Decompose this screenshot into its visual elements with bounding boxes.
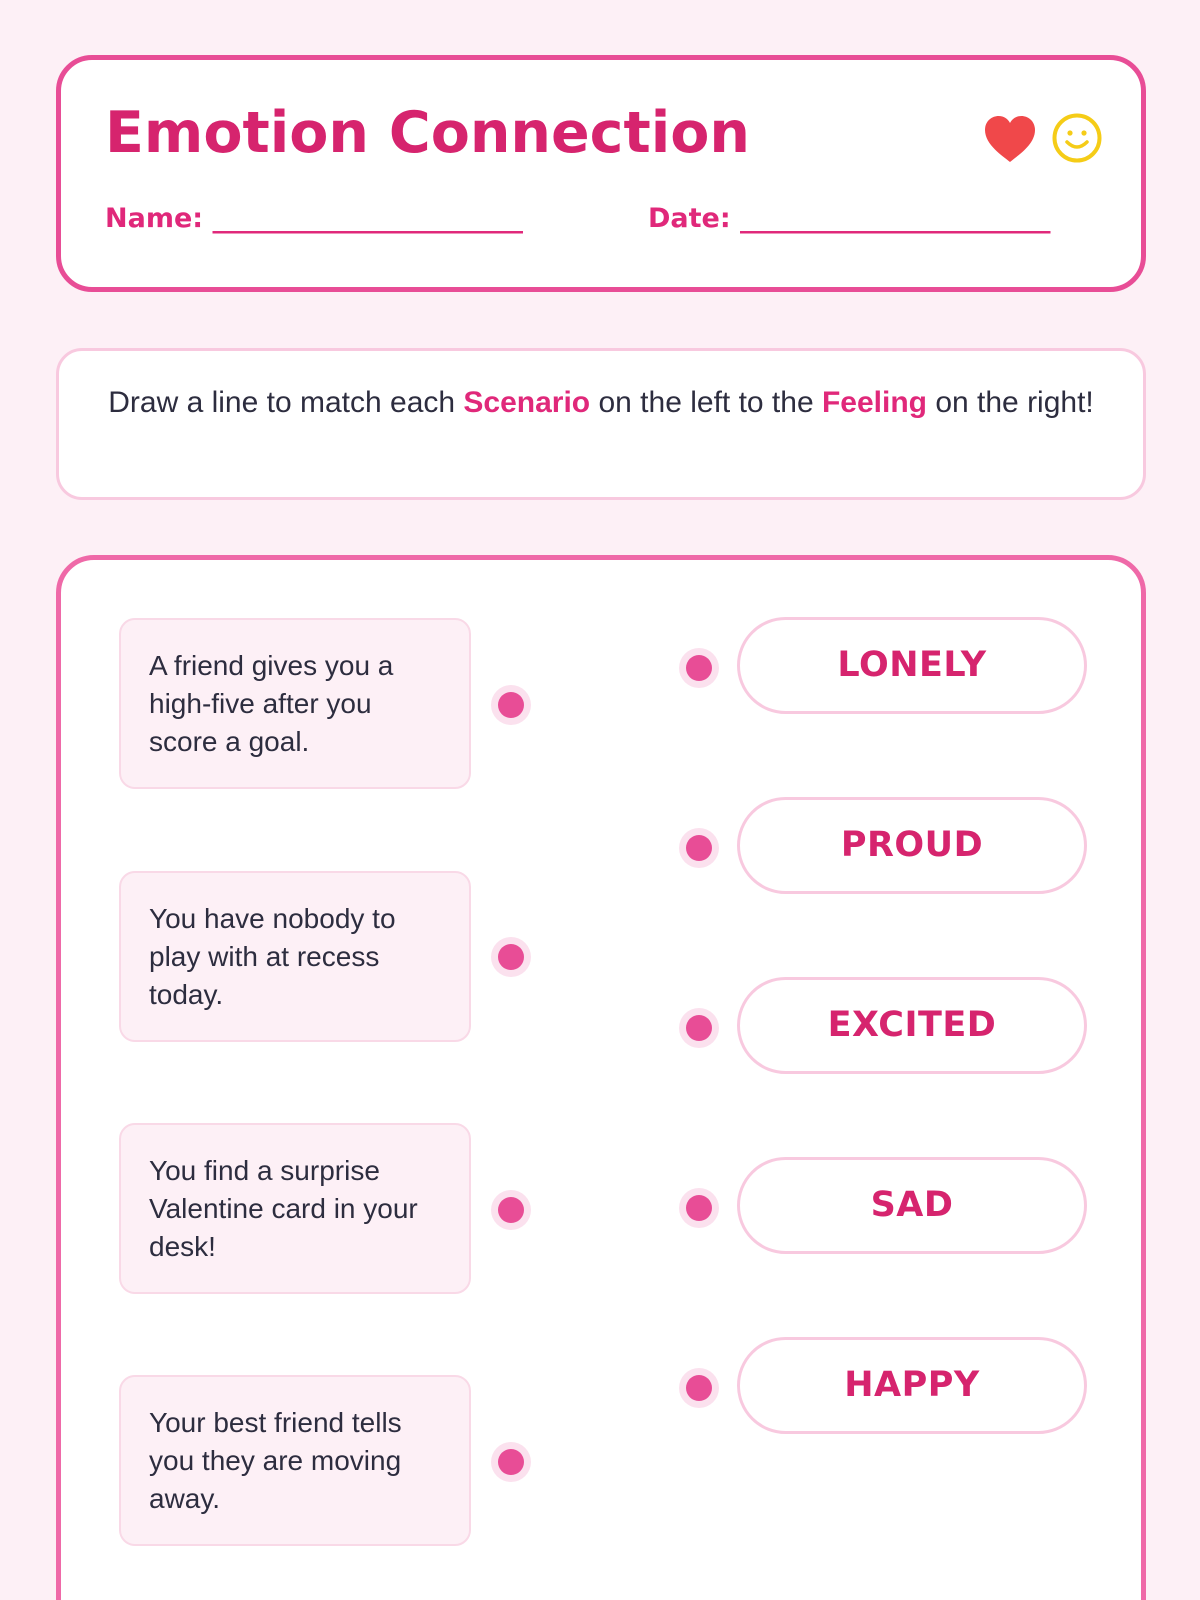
- feeling-dot-4[interactable]: [679, 1188, 719, 1228]
- scenario-dot-1[interactable]: [491, 685, 531, 725]
- instructions-highlight-scenario: Scenario: [463, 386, 591, 419]
- feeling-label-lonely: LONELY: [737, 617, 1087, 714]
- scenario-dot-3[interactable]: [491, 1190, 531, 1230]
- instructions-card: [56, 348, 1146, 500]
- name-field: Name: _______________________: [105, 203, 523, 234]
- scenario-dot-4[interactable]: [491, 1442, 531, 1482]
- scenario-card-1: A friend gives you a high-five after you score a goal.: [119, 618, 471, 789]
- feeling-dot-5[interactable]: [679, 1368, 719, 1408]
- date-field: Date: _______________________: [648, 203, 1051, 234]
- page-title: Emotion Connection: [105, 100, 750, 166]
- matching-card: [56, 555, 1146, 1600]
- feeling-label-sad: SAD: [737, 1157, 1087, 1254]
- smiley-icon: [1051, 112, 1103, 164]
- feeling-label-happy: HAPPY: [737, 1337, 1087, 1434]
- header-card: [56, 55, 1146, 292]
- scenario-card-4: Your best friend tells you they are moving away.: [119, 1375, 471, 1546]
- instructions-text-3: on the right!: [926, 386, 1094, 419]
- instructions-text-1: Draw a line to match each: [108, 386, 464, 419]
- heart-icon: [983, 114, 1037, 164]
- feeling-label-excited: EXCITED: [737, 977, 1087, 1074]
- scenario-dot-2[interactable]: [491, 937, 531, 977]
- scenario-card-3: You find a surprise Valentine card in your desk!: [119, 1123, 471, 1294]
- instructions-text-2: on the left to the: [590, 386, 822, 419]
- instructions-highlight-feeling: Feeling: [821, 386, 927, 419]
- scenario-card-2: You have nobody to play with at recess today.: [119, 871, 471, 1042]
- feeling-dot-1[interactable]: [679, 648, 719, 688]
- feeling-dot-2[interactable]: [679, 828, 719, 868]
- feeling-dot-3[interactable]: [679, 1008, 719, 1048]
- feeling-label-proud: PROUD: [737, 797, 1087, 894]
